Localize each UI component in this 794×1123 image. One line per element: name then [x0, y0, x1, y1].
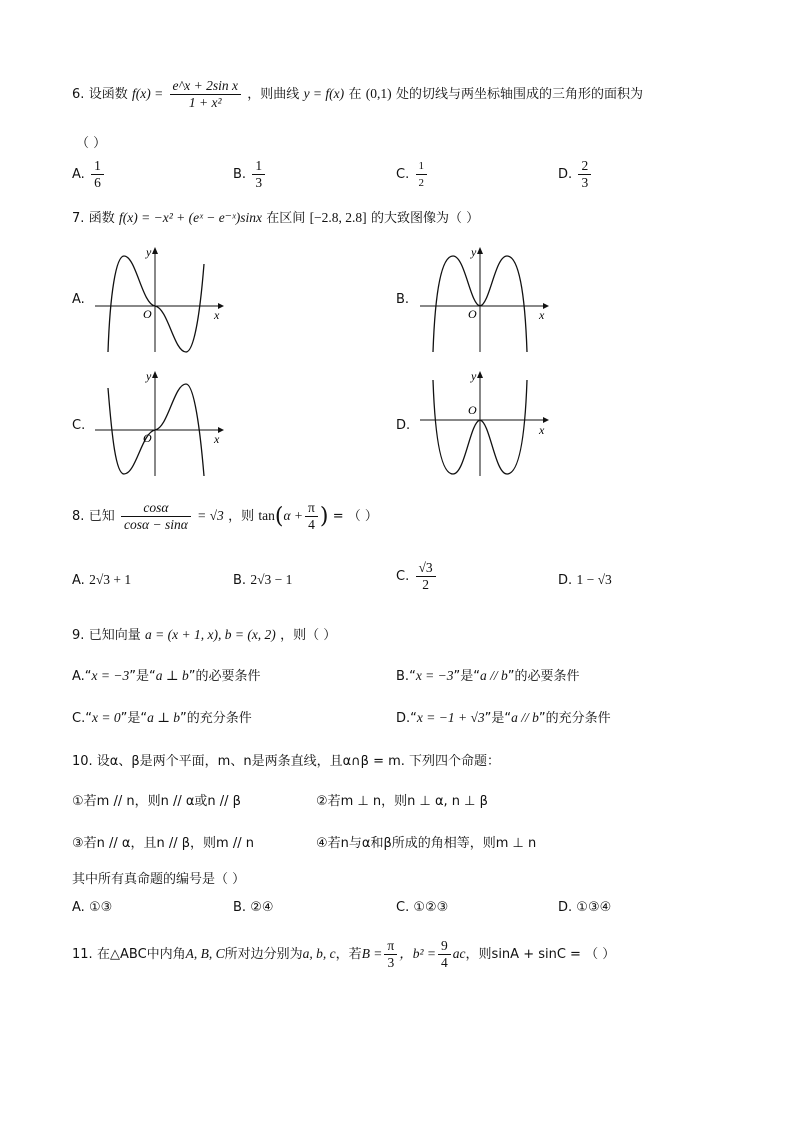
q6-pre: 设函数 — [88, 87, 128, 102]
q11-stem — [72, 938, 615, 971]
option-label: D. — [558, 573, 573, 588]
option-rel: a // b — [480, 668, 508, 683]
option-tail: ”的充分条件 — [180, 711, 252, 726]
option-label: C. — [396, 167, 410, 182]
curve — [108, 256, 204, 352]
option-fraction — [416, 560, 436, 593]
q8-mid: ，则 — [228, 509, 255, 524]
q11-number: 11. — [72, 947, 93, 962]
option-text: 2√3 + 1 — [89, 572, 132, 587]
q6-stem — [72, 78, 643, 111]
option-label: A. — [72, 167, 85, 182]
q6-at: 在 — [348, 87, 362, 102]
q8-denominator: cosα − sinα — [124, 517, 188, 532]
q8-post: = （ ） — [332, 509, 378, 524]
q11-mid2: ，若 — [335, 947, 362, 962]
option-denominator: 6 — [94, 175, 101, 190]
origin-label: O — [468, 307, 477, 321]
option-rel: a ⊥ b — [155, 668, 189, 683]
q7-mid: 在区间 — [266, 211, 306, 226]
q8-option-c[interactable] — [396, 560, 438, 593]
q8-pi: π — [305, 500, 318, 517]
q9-option-d[interactable]: D.“x = −1 + √3”是“a // b”的充分条件 — [396, 710, 611, 726]
q11-b-eq: B = — [361, 946, 383, 961]
q6-option-b[interactable] — [233, 158, 267, 191]
q9-option-a[interactable]: A.“x = −3”是“a ⊥ b”的必要条件 — [72, 668, 261, 684]
q10-option-b[interactable] — [233, 900, 274, 915]
q11-nine: 9 — [438, 938, 451, 955]
q9-number: 9. — [72, 628, 85, 643]
q11-mid1: 所对边分别为 — [224, 947, 303, 962]
q8-option-b[interactable] — [233, 572, 292, 588]
q7-post: 的大致图像为（ ） — [370, 211, 480, 226]
q6-option-d[interactable] — [558, 158, 593, 191]
option-denominator: 3 — [255, 175, 263, 190]
option-numerator: 1 — [91, 158, 104, 175]
y-axis-arrow — [152, 371, 158, 378]
q9-option-c[interactable]: C.“x = 0”是“a ⊥ b”的充分条件 — [72, 710, 252, 726]
q6-option-c[interactable] — [396, 158, 429, 191]
q10-proposition-1: ①若m // n，则n // α或n // β — [72, 794, 241, 809]
q9-pre: 已知向量 — [88, 628, 141, 643]
option-fraction — [91, 158, 104, 191]
option-text: 2√3 − 1 — [250, 572, 293, 587]
option-label: A. — [72, 900, 85, 915]
x-label: x — [539, 423, 545, 437]
q7-label-b[interactable]: B. — [396, 292, 410, 307]
option-label: B. — [233, 573, 247, 588]
q7-graph-a — [90, 244, 225, 354]
option-text: ②④ — [250, 900, 274, 915]
q11-four: 4 — [441, 955, 448, 970]
option-fraction — [252, 158, 265, 191]
q11-angles: A, B, C — [185, 946, 225, 961]
q7-interval: [−2.8, 2.8] — [309, 210, 367, 225]
y-axis-arrow — [477, 247, 483, 254]
option-label: B. — [233, 900, 247, 915]
option-label: D. — [558, 900, 573, 915]
option-tail: ”的必要条件 — [507, 669, 580, 684]
q6-mid: ，则曲线 — [247, 87, 300, 102]
option-cond: x = −3 — [91, 668, 130, 683]
left-paren-icon: ( — [274, 504, 284, 529]
q8-numerator: cosα — [121, 500, 191, 517]
q7-label-d[interactable]: D. — [396, 418, 411, 433]
option-label: C. — [396, 900, 410, 915]
q10-stem: 10. 设α、β是两个平面，m、n是两条直线，且α∩β = m. 下列四个命题： — [72, 754, 501, 769]
q10-proposition-2: ②若m ⊥ n，则n ⊥ α, n ⊥ β — [316, 794, 488, 809]
q11-post: ，则sinA + sinC = （ ） — [465, 947, 616, 962]
q11-sides: a, b, c — [302, 946, 336, 961]
right-paren-icon: ) — [319, 504, 329, 529]
option-label: C. — [396, 569, 410, 584]
q7-graph-d — [415, 368, 550, 478]
option-label: D. — [558, 167, 573, 182]
q6-curve: y = f(x) — [303, 86, 345, 101]
q6-option-a[interactable] — [72, 158, 106, 191]
option-numerator: 1 — [416, 158, 428, 175]
option-denominator: 3 — [581, 175, 589, 190]
q6-func: f(x) = — [132, 86, 164, 101]
option-numerator: 1 — [252, 158, 265, 175]
option-cond: x = −1 + √3 — [416, 710, 485, 725]
q11-ac: ac — [452, 946, 466, 961]
option-fraction — [416, 158, 428, 191]
q10-ask: 其中所有真命题的编号是（ ） — [72, 872, 246, 887]
q7-number: 7. — [72, 211, 85, 226]
q11-three: 3 — [387, 955, 395, 970]
q8-pre: 已知 — [88, 509, 115, 524]
option-numerator: √3 — [416, 560, 436, 577]
q10-option-c[interactable] — [396, 900, 448, 915]
q8-arg: α + — [283, 508, 304, 523]
option-label: A. — [72, 669, 85, 684]
y-axis-arrow — [152, 247, 158, 254]
y-label: y — [471, 369, 477, 383]
q6-number: 6. — [72, 87, 85, 102]
q9-option-b[interactable]: B.“x = −3”是“a // b”的必要条件 — [396, 668, 580, 684]
q10-option-d[interactable] — [558, 900, 611, 915]
q10-proposition-3: ③若n // α，且n // β，则m // n — [72, 836, 254, 851]
option-label: D. — [396, 711, 411, 726]
q8-equals: = √3 — [197, 508, 224, 523]
q7-label-c[interactable]: C. — [72, 418, 86, 433]
q7-label-a[interactable]: A. — [72, 292, 85, 307]
q11-pi-fraction — [384, 938, 397, 971]
q9-post: ，则（ ） — [280, 628, 337, 643]
q6-fraction — [170, 78, 241, 111]
q6-denominator: 1 + x² — [188, 95, 222, 110]
y-label: y — [146, 245, 152, 259]
option-label: C. — [72, 711, 86, 726]
option-fraction — [578, 158, 591, 191]
option-rel: a ⊥ b — [147, 710, 181, 725]
q8-four: 4 — [308, 517, 315, 532]
q6-numerator: e^x + 2sin x — [170, 78, 241, 95]
q11-pi: π — [384, 938, 397, 955]
option-text: ①③ — [88, 900, 113, 915]
option-text: ①②③ — [413, 900, 449, 915]
option-text: 1 − √3 — [576, 572, 612, 587]
q8-option-a[interactable] — [72, 572, 131, 588]
origin-label: O — [468, 403, 477, 417]
q6-paren: （ ） — [76, 136, 107, 151]
q8-pi-fraction — [305, 500, 318, 533]
q10-option-a[interactable] — [72, 900, 112, 915]
y-label: y — [146, 369, 152, 383]
q11-b2: ，b² = — [399, 946, 437, 961]
option-denominator: 2 — [418, 177, 425, 189]
q7-pre: 函数 — [88, 211, 115, 226]
q7-graph-c — [90, 368, 225, 478]
q11-pre: 在△ABC中内角 — [96, 947, 186, 962]
q8-fraction — [121, 500, 191, 533]
q8-number: 8. — [72, 509, 85, 524]
q8-tan: tan — [258, 508, 275, 523]
y-axis-arrow — [477, 371, 483, 378]
q7-graph-b — [415, 244, 550, 354]
q7-stem — [72, 207, 479, 226]
q7-expr: f(x) = −x² + (eˣ − e⁻ˣ)sinx — [119, 210, 262, 225]
x-label: x — [214, 432, 220, 446]
q6-post: 处的切线与两坐标轴围成的三角形的面积为 — [395, 87, 643, 102]
x-label: x — [539, 308, 545, 322]
q9-stem — [72, 624, 336, 643]
q8-option-d[interactable] — [558, 572, 612, 588]
q11-nine-fourths — [438, 938, 451, 971]
option-denominator: 2 — [422, 577, 429, 592]
option-cond: x = 0 — [91, 710, 121, 725]
q10-proposition-4: ④若n与α和β所成的角相等，则m ⊥ n — [316, 836, 537, 851]
option-label: A. — [72, 573, 85, 588]
y-label: y — [471, 245, 477, 259]
x-label: x — [214, 308, 220, 322]
option-tail: ”的必要条件 — [188, 669, 261, 684]
q9-vectors: a = (x + 1, x), b = (x, 2) — [145, 627, 276, 642]
q8-stem — [72, 500, 378, 533]
origin-label: O — [143, 431, 152, 445]
option-rel: a // b — [511, 710, 539, 725]
option-tail: ”的充分条件 — [538, 711, 611, 726]
origin-label: O — [143, 307, 152, 321]
option-label: B. — [396, 669, 410, 684]
option-text: ①③④ — [576, 900, 612, 915]
q6-point: (0,1) — [365, 86, 392, 101]
option-numerator: 2 — [578, 158, 591, 175]
option-label: B. — [233, 167, 247, 182]
option-cond: x = −3 — [415, 668, 454, 683]
